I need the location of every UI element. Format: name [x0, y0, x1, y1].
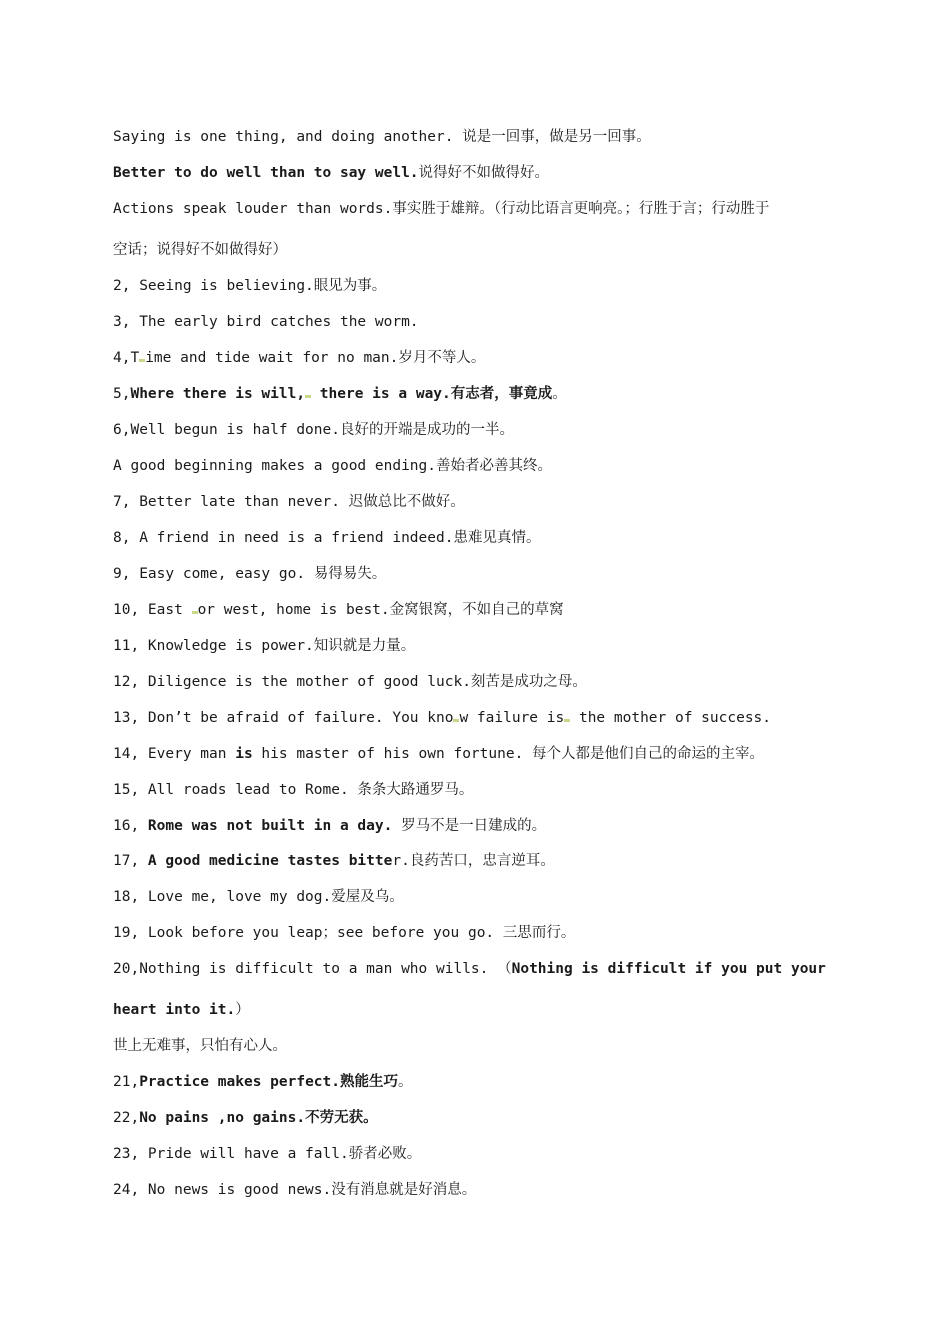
- text-run: 9, Easy come, easy go. 易得易失。: [113, 566, 387, 582]
- text-line: [113, 384, 567, 404]
- text-line: [113, 672, 587, 692]
- text-line: [113, 276, 386, 296]
- text-run: A good beginning makes a good ending.善始者必善其终。: [113, 458, 552, 474]
- text-run: ime and tide wait for no man.岁月不等人。: [145, 350, 486, 366]
- text-run: Where there is will,: [130, 386, 306, 402]
- text-run: ）: [235, 1002, 250, 1018]
- text-line: [113, 816, 546, 836]
- text-run: 2, Seeing is believing.眼见为事。: [113, 278, 387, 294]
- text-line: [113, 636, 415, 656]
- text-run: Better to do well than to say well.: [113, 165, 419, 181]
- text-line: [113, 1072, 413, 1092]
- text-run: is: [235, 746, 253, 762]
- text-run: Saying is one thing, and doing another. 说是一回事，做是另一回事。: [113, 129, 651, 145]
- text-run: r.良药苦口，忠言逆耳。: [392, 853, 555, 869]
- text-run: 12, Diligence is the mother of good luck.刻苦是成功之母。: [113, 674, 587, 690]
- text-line: [113, 1144, 421, 1164]
- text-line: [113, 959, 826, 979]
- text-run: 4,T: [113, 350, 140, 366]
- text-run: 8, A friend in need is a friend indeed.患难见真情。: [113, 530, 541, 546]
- text-run: A good medicine tastes bitte: [147, 853, 393, 869]
- text-run: 17,: [113, 853, 148, 869]
- text-run: 10, East: [113, 602, 192, 618]
- text-line: [113, 240, 287, 260]
- text-run: 23, Pride will have a fall.骄者必败。: [113, 1146, 422, 1162]
- text-run: 。: [552, 386, 567, 402]
- text-line: [113, 456, 552, 476]
- text-run: Nothing is difficult if you put your: [511, 961, 826, 977]
- text-run: w failure is: [459, 710, 565, 726]
- text-line: [113, 851, 555, 871]
- text-line: [113, 564, 386, 584]
- text-run: 6,Well begun is half done.良好的开端是成功的一半。: [113, 422, 514, 438]
- text-run: Rome was not built in a day.: [147, 818, 393, 834]
- text-line: [113, 492, 465, 512]
- text-run: 22,: [113, 1110, 140, 1126]
- text-run: 世上无难事，只怕有心人。: [113, 1038, 287, 1054]
- text-run: 24, No news is good news.没有消息就是好消息。: [113, 1182, 477, 1198]
- text-line: [113, 312, 419, 332]
- text-run: heart into it.: [113, 1002, 236, 1018]
- text-run: 7, Better late than never. 迟做总比不做好。: [113, 494, 465, 510]
- text-run: or west, home is best.金窝银窝，不如自己的草窝: [197, 602, 564, 618]
- text-run: 13, Don’t be afraid of failure. You kno: [113, 710, 454, 726]
- text-run: 21,: [113, 1074, 140, 1090]
- text-run: 罗马不是一日建成的。: [392, 818, 547, 834]
- text-run: 说得好不如做得好。: [418, 165, 550, 181]
- text-run: his master of his own fortune. 每个人都是他们自己的命运的主宰。: [252, 746, 765, 762]
- text-line: [113, 1036, 287, 1056]
- text-run: there is a way.有志者，事竟成: [311, 386, 553, 402]
- text-line: [113, 1108, 378, 1128]
- text-line: [113, 1000, 250, 1020]
- text-run: 18, Love me, love my dog.爱屋及乌。: [113, 889, 404, 905]
- text-run: Actions speak louder than words.事实胜于雄辩。（行动比语言更响亮。；行胜于言；行动胜于: [113, 201, 770, 217]
- text-line: [113, 780, 473, 800]
- text-line: [113, 420, 514, 440]
- text-run: 空话；说得好不如做得好）: [113, 242, 287, 258]
- text-run: 11, Knowledge is power.知识就是力量。: [113, 638, 416, 654]
- text-line: [113, 887, 404, 907]
- text-run: 14, Every man: [113, 746, 236, 762]
- text-run: 5,: [113, 386, 131, 402]
- text-run: 19, Look before you leap；see before you go. 三思而行。: [113, 925, 576, 941]
- text-run: the mother of success.: [570, 710, 772, 726]
- text-line: [113, 199, 769, 219]
- text-line: [113, 708, 771, 728]
- text-run: 3, The early bird catches the worm.: [113, 314, 419, 330]
- text-run: 15, All roads lead to Rome. 条条大路通罗马。: [113, 782, 474, 798]
- text-line: [113, 528, 540, 548]
- text-run: 。: [398, 1074, 413, 1090]
- text-run: No pains ,no gains.不劳无获。: [139, 1110, 378, 1126]
- text-run: 20,Nothing is difficult to a man who wills. （: [113, 961, 512, 977]
- text-run: Practice makes perfect.熟能生巧: [139, 1074, 398, 1090]
- text-line: [113, 127, 651, 147]
- text-line: [113, 348, 485, 368]
- text-run: 16,: [113, 818, 148, 834]
- text-line: [113, 1180, 476, 1200]
- text-line: [113, 163, 549, 183]
- text-line: [113, 600, 564, 620]
- text-line: [113, 923, 575, 943]
- text-line: [113, 744, 764, 764]
